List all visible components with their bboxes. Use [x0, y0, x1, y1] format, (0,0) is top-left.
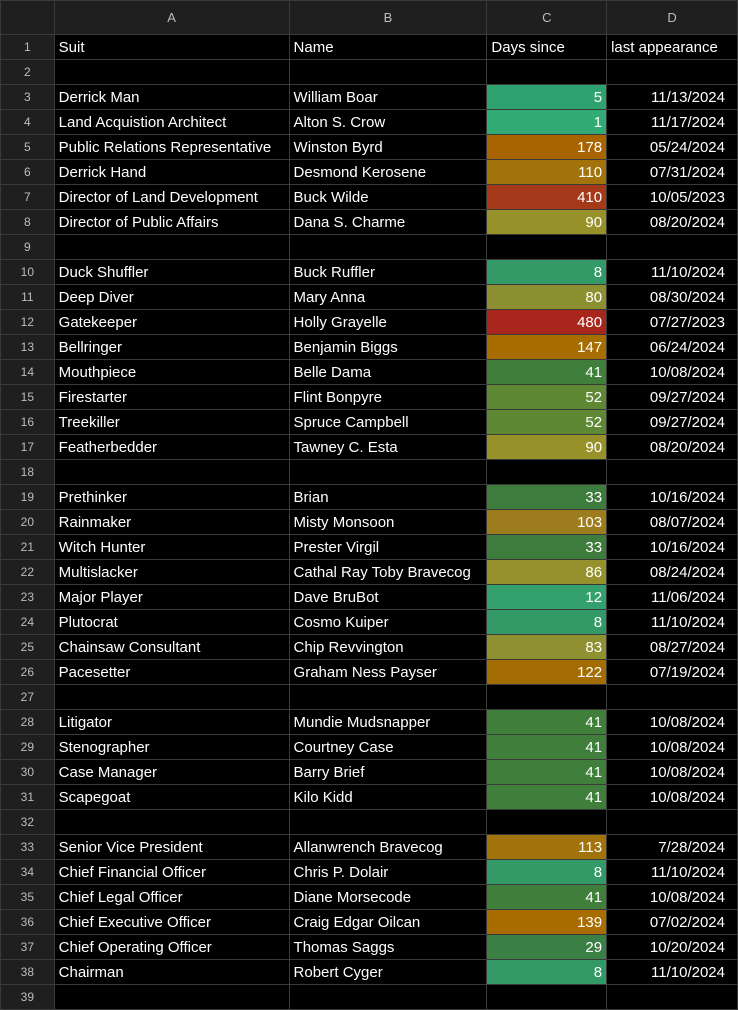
cell-last-appearance[interactable]: 11/13/2024 — [607, 85, 738, 110]
cell-days-since[interactable]: 41 — [487, 760, 607, 785]
cell-days-since[interactable]: 41 — [487, 785, 607, 810]
cell-name[interactable]: Courtney Case — [289, 735, 487, 760]
cell-days-since[interactable]: 147 — [487, 335, 607, 360]
cell-name[interactable] — [289, 60, 487, 85]
cell-name[interactable]: Name — [289, 35, 487, 60]
cell-suit[interactable]: Derrick Hand — [54, 160, 289, 185]
cell-suit[interactable]: Chief Executive Officer — [54, 910, 289, 935]
row-number[interactable]: 5 — [1, 135, 55, 160]
cell-days-since[interactable]: 41 — [487, 885, 607, 910]
table-row — [1, 310, 738, 335]
cell-name[interactable]: Brian — [289, 485, 487, 510]
cell-last-appearance[interactable]: 08/24/2024 — [607, 560, 738, 585]
table-row — [1, 285, 738, 310]
cell-last-appearance[interactable] — [607, 810, 738, 835]
cell-name[interactable]: Thomas Saggs — [289, 935, 487, 960]
table-row — [1, 160, 738, 185]
table-row — [1, 735, 738, 760]
cell-name[interactable]: Dana S. Charme — [289, 210, 487, 235]
cell-last-appearance[interactable] — [607, 235, 738, 260]
cell-days-since[interactable]: 41 — [487, 710, 607, 735]
cell-days-since[interactable] — [487, 810, 607, 835]
table-row — [1, 35, 738, 60]
row-number[interactable]: 24 — [1, 610, 55, 635]
row-number[interactable]: 33 — [1, 835, 55, 860]
cell-last-appearance[interactable]: 10/08/2024 — [607, 885, 738, 910]
cell-suit[interactable]: Suit — [54, 35, 289, 60]
cell-days-since[interactable]: 83 — [487, 635, 607, 660]
cell-suit[interactable]: Chief Operating Officer — [54, 935, 289, 960]
cell-last-appearance[interactable]: 05/24/2024 — [607, 135, 738, 160]
cell-last-appearance[interactable]: 07/31/2024 — [607, 160, 738, 185]
cell-name[interactable]: Graham Ness Payser — [289, 660, 487, 685]
cell-days-since[interactable] — [487, 985, 607, 1010]
table-row — [1, 860, 738, 885]
grid-body — [1, 35, 738, 1010]
cell-suit[interactable]: Rainmaker — [54, 510, 289, 535]
cell-days-since[interactable]: 52 — [487, 385, 607, 410]
cell-suit[interactable]: Major Player — [54, 585, 289, 610]
table-row — [1, 760, 738, 785]
cell-name[interactable]: Mary Anna — [289, 285, 487, 310]
cell-days-since[interactable]: 8 — [487, 260, 607, 285]
cell-name[interactable]: Chris P. Dolair — [289, 860, 487, 885]
cell-last-appearance[interactable]: 10/20/2024 — [607, 935, 738, 960]
cell-suit[interactable]: Gatekeeper — [54, 310, 289, 335]
cell-name[interactable]: Holly Grayelle — [289, 310, 487, 335]
cell-name[interactable]: Dave BruBot — [289, 585, 487, 610]
table-row — [1, 435, 738, 460]
row-number[interactable]: 16 — [1, 410, 55, 435]
cell-suit[interactable]: Bellringer — [54, 335, 289, 360]
cell-days-since[interactable]: 29 — [487, 935, 607, 960]
cell-last-appearance[interactable]: 10/08/2024 — [607, 785, 738, 810]
cell-last-appearance[interactable]: 11/10/2024 — [607, 610, 738, 635]
cell-suit[interactable] — [54, 460, 289, 485]
cell-name[interactable] — [289, 685, 487, 710]
cell-suit[interactable]: Director of Land Development — [54, 185, 289, 210]
cell-name[interactable]: Buck Wilde — [289, 185, 487, 210]
cell-name[interactable]: Chip Revvington — [289, 635, 487, 660]
cell-days-since[interactable]: 1 — [487, 110, 607, 135]
cell-suit[interactable] — [54, 685, 289, 710]
row-number[interactable]: 32 — [1, 810, 55, 835]
cell-name[interactable]: Spruce Campbell — [289, 410, 487, 435]
row-number[interactable]: 36 — [1, 910, 55, 935]
row-number[interactable]: 19 — [1, 485, 55, 510]
cell-name[interactable]: Tawney C. Esta — [289, 435, 487, 460]
cell-last-appearance[interactable]: 11/10/2024 — [607, 860, 738, 885]
row-number[interactable]: 23 — [1, 585, 55, 610]
table-row — [1, 910, 738, 935]
cell-days-since[interactable]: 113 — [487, 835, 607, 860]
cell-name[interactable]: Alton S. Crow — [289, 110, 487, 135]
cell-last-appearance[interactable]: 10/16/2024 — [607, 485, 738, 510]
table-row — [1, 685, 738, 710]
row-number[interactable]: 22 — [1, 560, 55, 585]
cell-suit[interactable]: Chairman — [54, 960, 289, 985]
table-row — [1, 660, 738, 685]
table-row — [1, 360, 738, 385]
cell-suit[interactable]: Chainsaw Consultant — [54, 635, 289, 660]
column-header-d[interactable]: D — [607, 1, 738, 35]
cell-suit[interactable]: Litigator — [54, 710, 289, 735]
cell-days-since[interactable] — [487, 685, 607, 710]
table-row — [1, 560, 738, 585]
table-row — [1, 235, 738, 260]
cell-name[interactable]: Cathal Ray Toby Bravecog — [289, 560, 487, 585]
cell-days-since[interactable]: 103 — [487, 510, 607, 535]
cell-name[interactable] — [289, 460, 487, 485]
cell-last-appearance[interactable]: 10/16/2024 — [607, 535, 738, 560]
cell-name[interactable]: Cosmo Kuiper — [289, 610, 487, 635]
row-number[interactable]: 28 — [1, 710, 55, 735]
cell-last-appearance[interactable]: 08/07/2024 — [607, 510, 738, 535]
cell-days-since[interactable]: Days since — [487, 35, 607, 60]
cell-last-appearance[interactable] — [607, 460, 738, 485]
cell-name[interactable]: Winston Byrd — [289, 135, 487, 160]
row-number[interactable]: 31 — [1, 785, 55, 810]
table-row — [1, 135, 738, 160]
cell-suit[interactable]: Deep Diver — [54, 285, 289, 310]
row-number[interactable]: 14 — [1, 360, 55, 385]
cell-name[interactable]: Allanwrench Bravecog — [289, 835, 487, 860]
cell-suit[interactable]: Land Acquistion Architect — [54, 110, 289, 135]
cell-name[interactable]: Flint Bonpyre — [289, 385, 487, 410]
cell-days-since[interactable]: 90 — [487, 435, 607, 460]
table-row — [1, 485, 738, 510]
cell-days-since[interactable]: 41 — [487, 360, 607, 385]
cell-last-appearance[interactable]: 11/10/2024 — [607, 260, 738, 285]
cell-last-appearance[interactable]: 10/08/2024 — [607, 710, 738, 735]
row-number[interactable]: 2 — [1, 60, 55, 85]
row-number[interactable]: 18 — [1, 460, 55, 485]
cell-suit[interactable]: Chief Financial Officer — [54, 860, 289, 885]
cell-days-since[interactable]: 52 — [487, 410, 607, 435]
table-row — [1, 60, 738, 85]
cell-days-since[interactable]: 33 — [487, 485, 607, 510]
cell-last-appearance[interactable]: 09/27/2024 — [607, 410, 738, 435]
cell-suit[interactable]: Pacesetter — [54, 660, 289, 685]
cell-name[interactable] — [289, 985, 487, 1010]
table-row — [1, 985, 738, 1010]
row-number[interactable]: 11 — [1, 285, 55, 310]
cell-days-since[interactable]: 110 — [487, 160, 607, 185]
table-row — [1, 85, 738, 110]
row-number[interactable]: 9 — [1, 235, 55, 260]
row-number[interactable]: 27 — [1, 685, 55, 710]
cell-suit[interactable]: Case Manager — [54, 760, 289, 785]
row-number[interactable]: 3 — [1, 85, 55, 110]
cell-name[interactable]: Desmond Kerosene — [289, 160, 487, 185]
cell-days-since[interactable]: 12 — [487, 585, 607, 610]
cell-suit[interactable]: Firestarter — [54, 385, 289, 410]
select-all-corner[interactable] — [1, 1, 55, 35]
row-number[interactable]: 26 — [1, 660, 55, 685]
row-number[interactable]: 8 — [1, 210, 55, 235]
row-number[interactable]: 34 — [1, 860, 55, 885]
column-header-c[interactable]: C — [487, 1, 607, 35]
table-row — [1, 410, 738, 435]
table-row — [1, 885, 738, 910]
cell-suit[interactable]: Prethinker — [54, 485, 289, 510]
cell-last-appearance[interactable]: 07/02/2024 — [607, 910, 738, 935]
row-number[interactable]: 39 — [1, 985, 55, 1010]
cell-last-appearance[interactable]: 09/27/2024 — [607, 385, 738, 410]
row-number[interactable]: 21 — [1, 535, 55, 560]
cell-last-appearance[interactable]: 07/19/2024 — [607, 660, 738, 685]
cell-days-since[interactable]: 410 — [487, 185, 607, 210]
cell-days-since[interactable]: 5 — [487, 85, 607, 110]
table-row — [1, 510, 738, 535]
cell-last-appearance[interactable]: 11/06/2024 — [607, 585, 738, 610]
cell-suit[interactable]: Multislacker — [54, 560, 289, 585]
cell-suit[interactable]: Mouthpiece — [54, 360, 289, 385]
cell-days-since[interactable]: 33 — [487, 535, 607, 560]
cell-name[interactable] — [289, 235, 487, 260]
cell-last-appearance[interactable] — [607, 685, 738, 710]
row-number[interactable]: 38 — [1, 960, 55, 985]
cell-suit[interactable]: Derrick Man — [54, 85, 289, 110]
cell-suit[interactable] — [54, 235, 289, 260]
table-row — [1, 460, 738, 485]
cell-suit[interactable]: Duck Shuffler — [54, 260, 289, 285]
cell-last-appearance[interactable]: 08/20/2024 — [607, 435, 738, 460]
cell-name[interactable]: Mundie Mudsnapper — [289, 710, 487, 735]
table-row — [1, 535, 738, 560]
cell-name[interactable]: Diane Morsecode — [289, 885, 487, 910]
table-row — [1, 110, 738, 135]
cell-days-since[interactable]: 480 — [487, 310, 607, 335]
cell-last-appearance[interactable]: 10/08/2024 — [607, 735, 738, 760]
cell-days-since[interactable]: 8 — [487, 610, 607, 635]
cell-last-appearance[interactable]: last appearance — [607, 35, 738, 60]
cell-last-appearance[interactable]: 11/10/2024 — [607, 960, 738, 985]
cell-last-appearance[interactable]: 10/08/2024 — [607, 760, 738, 785]
row-number[interactable]: 4 — [1, 110, 55, 135]
table-row — [1, 610, 738, 635]
table-row — [1, 210, 738, 235]
cell-suit[interactable]: Featherbedder — [54, 435, 289, 460]
cell-name[interactable]: William Boar — [289, 85, 487, 110]
cell-suit[interactable]: Director of Public Affairs — [54, 210, 289, 235]
cell-name[interactable]: Prester Virgil — [289, 535, 487, 560]
column-header-b[interactable]: B — [289, 1, 487, 35]
cell-suit[interactable]: Scapegoat — [54, 785, 289, 810]
column-header-a[interactable]: A — [54, 1, 289, 35]
table-row — [1, 785, 738, 810]
cell-suit[interactable]: Stenographer — [54, 735, 289, 760]
cell-name[interactable]: Barry Brief — [289, 760, 487, 785]
row-number[interactable]: 10 — [1, 260, 55, 285]
row-number[interactable]: 35 — [1, 885, 55, 910]
cell-name[interactable]: Craig Edgar Oilcan — [289, 910, 487, 935]
table-row — [1, 935, 738, 960]
table-row — [1, 185, 738, 210]
cell-name[interactable] — [289, 810, 487, 835]
cell-suit[interactable] — [54, 60, 289, 85]
table-row — [1, 385, 738, 410]
table-row — [1, 835, 738, 860]
row-number[interactable]: 6 — [1, 160, 55, 185]
cell-days-since[interactable]: 86 — [487, 560, 607, 585]
row-number[interactable]: 7 — [1, 185, 55, 210]
cell-last-appearance[interactable]: 10/08/2024 — [607, 360, 738, 385]
cell-days-since[interactable]: 41 — [487, 735, 607, 760]
row-number[interactable]: 1 — [1, 35, 55, 60]
cell-days-since[interactable]: 80 — [487, 285, 607, 310]
cell-name[interactable]: Misty Monsoon — [289, 510, 487, 535]
cell-suit[interactable] — [54, 985, 289, 1010]
row-number[interactable]: 37 — [1, 935, 55, 960]
cell-last-appearance[interactable] — [607, 985, 738, 1010]
cell-last-appearance[interactable]: 11/17/2024 — [607, 110, 738, 135]
table-row — [1, 585, 738, 610]
cell-suit[interactable]: Public Relations Representative — [54, 135, 289, 160]
cell-suit[interactable]: Witch Hunter — [54, 535, 289, 560]
cell-suit[interactable]: Treekiller — [54, 410, 289, 435]
row-number[interactable]: 17 — [1, 435, 55, 460]
table-row — [1, 260, 738, 285]
cell-suit[interactable] — [54, 810, 289, 835]
row-number[interactable]: 20 — [1, 510, 55, 535]
cell-days-since[interactable]: 122 — [487, 660, 607, 685]
table-row — [1, 635, 738, 660]
cell-last-appearance[interactable]: 08/30/2024 — [607, 285, 738, 310]
row-number[interactable]: 13 — [1, 335, 55, 360]
cell-days-since[interactable]: 90 — [487, 210, 607, 235]
cell-last-appearance[interactable]: 08/27/2024 — [607, 635, 738, 660]
cell-days-since[interactable]: 178 — [487, 135, 607, 160]
cell-name[interactable]: Kilo Kidd — [289, 785, 487, 810]
cell-last-appearance[interactable]: 08/20/2024 — [607, 210, 738, 235]
cell-days-since[interactable] — [487, 460, 607, 485]
cell-last-appearance[interactable]: 06/24/2024 — [607, 335, 738, 360]
cell-name[interactable]: Buck Ruffler — [289, 260, 487, 285]
row-number[interactable]: 12 — [1, 310, 55, 335]
cell-last-appearance[interactable] — [607, 60, 738, 85]
row-number[interactable]: 30 — [1, 760, 55, 785]
cell-name[interactable]: Belle Dama — [289, 360, 487, 385]
cell-days-since[interactable]: 139 — [487, 910, 607, 935]
cell-name[interactable]: Benjamin Biggs — [289, 335, 487, 360]
cell-suit[interactable]: Senior Vice President — [54, 835, 289, 860]
cell-days-since[interactable]: 8 — [487, 960, 607, 985]
table-row — [1, 960, 738, 985]
table-row — [1, 335, 738, 360]
cell-days-since[interactable] — [487, 235, 607, 260]
cell-last-appearance[interactable]: 07/27/2023 — [607, 310, 738, 335]
cell-last-appearance[interactable]: 7/28/2024 — [607, 835, 738, 860]
cell-suit[interactable]: Chief Legal Officer — [54, 885, 289, 910]
cell-last-appearance[interactable]: 10/05/2023 — [607, 185, 738, 210]
cell-days-since[interactable]: 8 — [487, 860, 607, 885]
table-row — [1, 810, 738, 835]
row-number[interactable]: 15 — [1, 385, 55, 410]
row-number[interactable]: 29 — [1, 735, 55, 760]
cell-days-since[interactable] — [487, 60, 607, 85]
row-number[interactable]: 25 — [1, 635, 55, 660]
cell-suit[interactable]: Plutocrat — [54, 610, 289, 635]
table-row — [1, 710, 738, 735]
cell-name[interactable]: Robert Cyger — [289, 960, 487, 985]
